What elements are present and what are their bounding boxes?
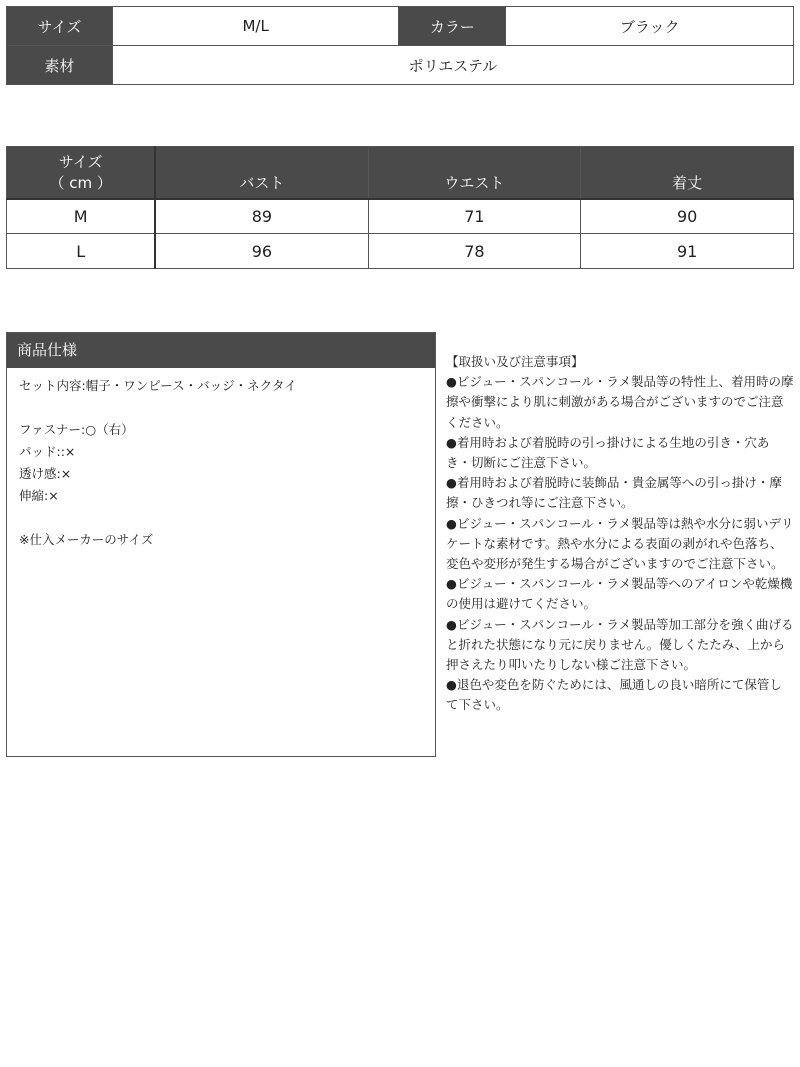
spec-body [7,368,435,558]
size-header-line1: サイズ [58,153,103,172]
material-value: ポリエステル [112,46,793,85]
list-item: ●ビジュー・スパンコール・ラメ製品等は熱や水分に弱いデリケートな素材です。熱や水分による表面の剥がれや色落ち、変色や変形が発生する場合がございますのでご注意下さい。 [446,515,794,572]
waist-column-header: ウエスト [368,147,581,199]
row-length: 90 [581,199,794,234]
row-length: 91 [581,234,794,269]
row-size: M [7,199,156,234]
row-bust: 89 [155,199,368,234]
care-notes-title: 【取扱い及び注意事項】 [446,354,584,369]
color-label: カラー [399,7,506,46]
spec-spacer [19,397,423,419]
table-row [7,234,794,269]
row-size: L [7,234,156,269]
spec-note: ※仕入メーカーのサイズ [19,532,154,547]
row-waist: 78 [368,234,581,269]
row-bust: 96 [155,234,368,269]
size-value: M/L [112,7,399,46]
spec-sheer: 透け感:× [19,466,72,481]
size-chart-header-row [7,147,794,199]
length-column-header: 着丈 [581,147,794,199]
size-chart-table [6,146,794,269]
list-item: ●ビジュー・スパンコール・ラメ製品等の特性上、着用時の摩擦や衝撃により肌に刺激がある場合がございますのでご注意ください。 [446,374,794,430]
list-item: ●ビジュー・スパンコール・ラメ製品等へのアイロンや乾燥機の使用は避けてください。 [446,576,793,612]
size-header-line2: （ cm ） [49,174,112,193]
size-label: サイズ [7,7,113,46]
care-notes [446,352,794,716]
row-waist: 71 [368,199,581,234]
list-item: ●着用時および着脱時の引っ掛けによる生地の引き・穴あき・切断にご注意下さい。 [446,434,770,471]
spec-stretch: 伸縮:× [19,488,59,503]
info-row-material [7,46,794,85]
spec-pad: パッド::× [19,444,76,459]
color-value: ブラック [506,7,794,46]
product-spec-box [6,332,436,757]
product-info-table [6,6,794,85]
spec-set-contents: セット内容:帽子・ワンピース・バッジ・ネクタイ [19,378,297,393]
size-column-header [7,147,156,199]
info-row-size-color [7,7,794,46]
spec-title: 商品仕様 [7,333,435,368]
list-item: ●ビジュー・スパンコール・ラメ製品等加工部分を強く曲げると折れた状態になり元に戻りません。優しくたたみ、上から押さえたり叩いたりしない様ご注意下さい。 [446,616,794,673]
list-item: ●着用時および着脱時に装飾品・貴金属等への引っ掛け・摩擦・ひきつれ等にご注意下さい。 [446,475,782,511]
spec-spacer [19,507,423,529]
table-row [7,199,794,234]
spec-fastener: ファスナー:○（右） [19,422,134,437]
material-label: 素材 [7,46,113,85]
bust-column-header: バスト [155,147,368,199]
list-item: ●退色や変色を防ぐためには、風通しの良い暗所にて保管して下さい。 [446,677,782,713]
